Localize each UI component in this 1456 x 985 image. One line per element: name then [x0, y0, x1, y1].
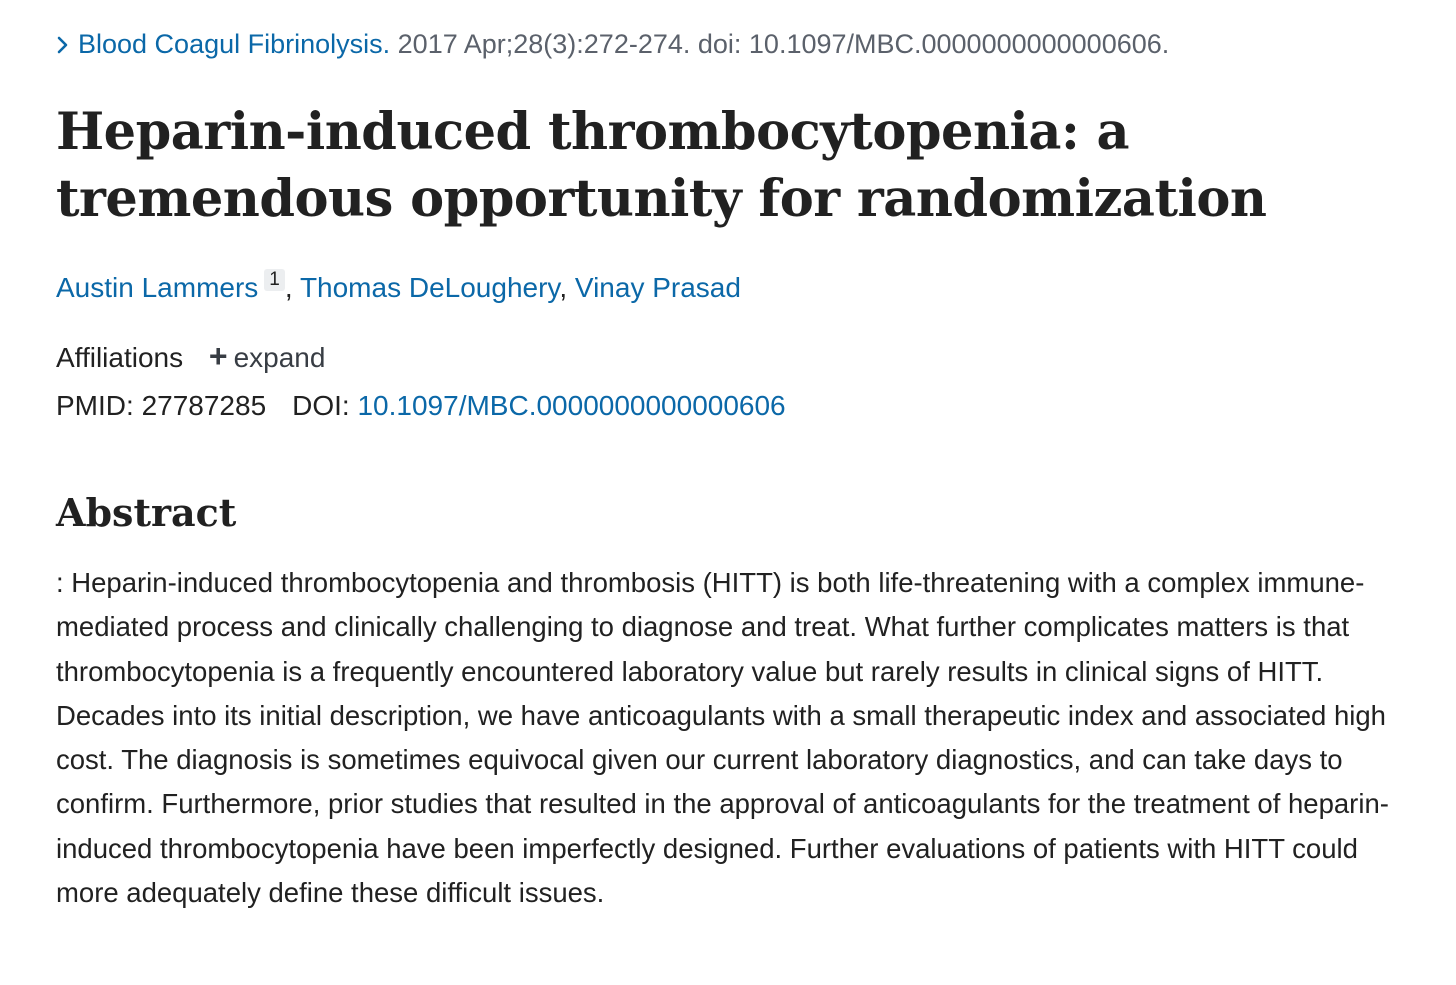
citation-line [56, 26, 1169, 62]
author-link[interactable]: Thomas DeLoughery [299, 272, 560, 303]
author-link[interactable]: Austin Lammers [56, 272, 259, 303]
journal-link[interactable]: Blood Coagul Fibrinolysis. [78, 29, 391, 59]
doi-label: DOI: [292, 390, 350, 421]
identifiers-row [56, 386, 786, 426]
doi-link[interactable]: 10.1097/MBC.0000000000000606 [357, 390, 786, 421]
chevron-right-icon[interactable] [56, 26, 78, 62]
abstract-text: : Heparin-induced thrombocytopenia and thrombosis (HITT) is both life-threatening with a complex immune-mediated process and clinically challenging to diagnose and treat. What further complicates matters is that thrombocytopenia is a frequently encountered laboratory value but rarely results in clinical signs of HITT. Decades into its initial description, we have anticoagulants with a small therapeutic index and associated high cost. The diagnosis is sometimes equivocal given our current laboratory diagnostics, and can take days to confirm. Furthermore, prior studies that resulted in the approval of anticoagulants for the treatment of heparin-induced thrombocytopenia have been imperfectly designed. Further evaluations of patients with HITT could more adequately define these difficult issues. [56, 567, 1389, 909]
plus-icon: + [208, 338, 228, 374]
author-separator: , [284, 272, 300, 303]
abstract-heading: Abstract [56, 490, 237, 535]
pmid-label: PMID: [56, 390, 134, 421]
expand-label: expand [233, 342, 326, 373]
citation-details: 2017 Apr;28(3):272-274. doi: 10.1097/MBC.0000000000000606. [390, 29, 1170, 59]
affiliations-row [56, 336, 325, 378]
author-list [56, 268, 741, 308]
affiliations-expand-button[interactable] [208, 338, 326, 374]
author-link[interactable]: Vinay Prasad [574, 272, 741, 303]
affiliation-number-badge[interactable]: 1 [264, 269, 285, 291]
article-title: Heparin-induced thrombocytopenia: a tremendous opportunity for randomization [56, 102, 1267, 229]
author-separator: , [559, 272, 575, 303]
affiliations-label: Affiliations [56, 342, 184, 373]
pmid-value: 27787285 [141, 390, 267, 421]
